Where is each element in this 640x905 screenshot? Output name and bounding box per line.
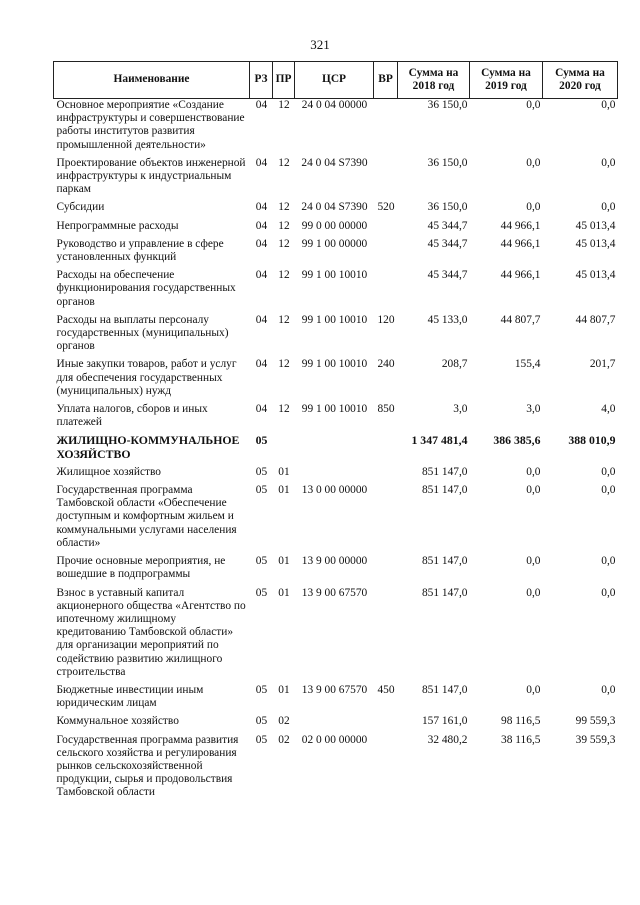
cell-sum-2018: 36 150,0 (427, 201, 468, 214)
cell-sum-2019: 44 966,1 (500, 219, 541, 232)
cell-csr: 99 1 00 10010 (301, 313, 368, 326)
cell-vr: 450 (377, 683, 395, 696)
cell-vr (374, 734, 398, 805)
cell-csr (295, 434, 374, 465)
cell-sum-2020: 44 807,7 (575, 313, 616, 326)
cell-rz: 04 (255, 219, 268, 232)
budget-table (53, 61, 618, 805)
cell-sum-2020: 0,0 (601, 484, 616, 497)
cell-csr (295, 715, 374, 733)
cell-sum-2020: 45 013,4 (575, 237, 616, 250)
cell-sum-2018: 45 344,7 (427, 269, 468, 282)
header-sum-2020: Сумма на 2020 год (543, 62, 618, 99)
cell-sum-2020: 0,0 (601, 683, 616, 696)
cell-sum-2018: 851 147,0 (421, 465, 468, 478)
cell-name: Непрограммные расходы (56, 219, 179, 232)
cell-sum-2019: 98 116,5 (501, 715, 541, 728)
table-row (54, 314, 618, 359)
cell-sum-2019: 386 385,6 (493, 433, 541, 448)
cell-name: ЖИЛИЩНО-КОММУНАЛЬНОЕ ХОЗЯЙСТВО (56, 433, 240, 461)
cell-sum-2019: 44 807,7 (500, 313, 541, 326)
table-row (54, 403, 618, 434)
cell-rz: 04 (255, 269, 268, 282)
cell-sum-2020: 4,0 (601, 403, 616, 416)
cell-vr (374, 555, 398, 586)
cell-rz: 05 (255, 715, 268, 728)
cell-name: Расходы на обеспечение функционирования государственных органов (56, 269, 236, 308)
cell-sum-2020: 0,0 (601, 555, 616, 568)
table-row (54, 99, 618, 157)
table-header-row (54, 62, 618, 99)
cell-vr (374, 466, 398, 484)
table-row (54, 220, 618, 238)
cell-rz: 04 (255, 358, 268, 371)
cell-sum-2019: 38 116,5 (501, 733, 541, 746)
cell-sum-2019: 0,0 (526, 683, 541, 696)
cell-pr: 12 (278, 358, 290, 371)
cell-sum-2020: 45 013,4 (575, 219, 616, 232)
table-row (54, 434, 618, 465)
cell-name: Уплата налогов, сборов и иных платежей (56, 403, 208, 429)
cell-sum-2020: 0,0 (601, 586, 616, 599)
cell-vr (374, 715, 398, 733)
table-row (54, 238, 618, 269)
cell-pr: 12 (278, 403, 290, 416)
cell-name: Основное мероприятие «Создание инфраструктуры и совершенствование работы институтов развития промышленной деятельности» (56, 99, 245, 151)
header-csr: ЦСР (295, 62, 374, 99)
table-row (54, 734, 618, 805)
cell-sum-2019: 0,0 (526, 555, 541, 568)
cell-sum-2018: 36 150,0 (427, 99, 468, 111)
cell-name: Проектирование объектов инженерной инфраструктуры к индустриальным паркам (56, 156, 246, 196)
cell-rz: 05 (255, 555, 268, 568)
cell-rz: 05 (255, 683, 268, 696)
cell-csr: 99 0 00 00000 (301, 219, 368, 232)
cell-vr (374, 484, 398, 555)
cell-pr (273, 434, 295, 465)
cell-sum-2018: 208,7 (441, 358, 468, 371)
table-row (54, 715, 618, 733)
cell-pr: 12 (278, 237, 290, 250)
cell-pr: 12 (278, 219, 290, 232)
cell-pr: 12 (278, 313, 290, 326)
cell-sum-2018: 45 344,7 (427, 219, 468, 232)
cell-pr: 01 (278, 683, 290, 696)
cell-pr: 01 (278, 555, 290, 568)
cell-pr: 02 (278, 733, 290, 746)
cell-sum-2020: 0,0 (601, 156, 616, 169)
page-number: 321 (310, 37, 330, 52)
cell-sum-2019: 44 966,1 (500, 269, 541, 282)
cell-rz: 05 (255, 586, 268, 599)
cell-name: Расходы на выплаты персоналу государственных (муниципальных) органов (56, 313, 229, 353)
cell-csr: 13 9 00 67570 (301, 683, 368, 696)
cell-name: Иные закупки товаров, работ и услуг для обеспечения государственных (муниципальных) нужд (56, 358, 237, 397)
cell-name: Коммунальное хозяйство (56, 715, 179, 728)
cell-vr (374, 587, 398, 684)
cell-name: Государственная программа Тамбовской области «Обеспечение доступным и комфортным жильем и коммунальными услугами населения области» (56, 484, 237, 549)
cell-rz: 04 (255, 237, 268, 250)
cell-vr (374, 220, 398, 238)
header-sum-2018: Сумма на 2018 год (398, 62, 470, 99)
cell-csr: 13 9 00 67570 (301, 586, 368, 599)
cell-rz: 05 (255, 484, 268, 497)
cell-sum-2018: 851 147,0 (421, 586, 468, 599)
cell-sum-2018: 3,0 (453, 403, 468, 416)
cell-pr: 12 (278, 201, 290, 214)
table-row (54, 201, 618, 219)
cell-name: Государственная программа развития сельского хозяйства и регулирования рынков сельскохозяйственной продукции, сырья и продовольствия Тамбовской области (56, 733, 239, 799)
cell-sum-2019: 0,0 (526, 156, 541, 169)
cell-sum-2019: 0,0 (526, 201, 541, 214)
cell-sum-2018: 32 480,2 (427, 733, 468, 746)
cell-sum-2018: 45 133,0 (427, 313, 468, 326)
cell-sum-2019: 44 966,1 (500, 237, 541, 250)
cell-csr: 99 1 00 00000 (301, 237, 368, 250)
cell-pr: 01 (278, 465, 290, 478)
cell-sum-2020: 39 559,3 (575, 733, 616, 746)
table-row (54, 484, 618, 555)
cell-name: Руководство и управление в сфере установленных функций (56, 237, 224, 264)
cell-sum-2019: 0,0 (526, 465, 541, 478)
cell-sum-2018: 851 147,0 (421, 555, 468, 568)
cell-rz: 04 (255, 156, 268, 169)
cell-csr: 99 1 00 10010 (301, 269, 368, 282)
cell-vr (374, 269, 398, 314)
cell-rz: 05 (255, 433, 268, 448)
cell-sum-2018: 45 344,7 (427, 237, 468, 250)
cell-sum-2019: 0,0 (526, 99, 541, 111)
cell-sum-2019: 0,0 (526, 586, 541, 599)
cell-name: Бюджетные инвестиции иным юридическим лицам (56, 683, 204, 710)
cell-rz: 04 (255, 313, 268, 326)
cell-csr: 99 1 00 10010 (301, 403, 368, 416)
cell-sum-2020: 201,7 (589, 358, 616, 371)
cell-rz: 04 (255, 99, 268, 111)
cell-pr: 01 (278, 484, 290, 497)
cell-rz: 04 (255, 201, 268, 214)
cell-name: Прочие основные мероприятия, не вошедшие в подпрограммы (56, 555, 226, 581)
header-vr: ВР (374, 62, 398, 99)
cell-sum-2020: 0,0 (601, 99, 616, 111)
cell-csr: 99 1 00 10010 (301, 358, 368, 371)
cell-pr: 12 (278, 156, 290, 169)
cell-pr: 12 (278, 269, 290, 282)
cell-sum-2020: 45 013,4 (575, 269, 616, 282)
header-rz: РЗ (250, 62, 273, 99)
cell-sum-2020: 0,0 (601, 465, 616, 478)
cell-name: Взнос в уставный капитал акционерного общества «Агентство по ипотечному жилищному кредитованию Тамбовской области» для организации мероприятий по содействию развитию жилищного строительства (56, 586, 246, 678)
table-row (54, 269, 618, 314)
cell-pr: 02 (278, 715, 290, 728)
cell-pr: 01 (278, 586, 290, 599)
cell-csr: 24 0 04 S7390 (301, 201, 368, 214)
cell-sum-2018: 851 147,0 (421, 683, 468, 696)
cell-sum-2018: 36 150,0 (427, 156, 468, 169)
cell-rz: 05 (255, 733, 268, 746)
cell-sum-2020: 388 010,9 (568, 433, 616, 448)
table-row (54, 466, 618, 484)
table-row (54, 555, 618, 586)
cell-csr: 02 0 00 00000 (301, 733, 368, 746)
cell-vr (374, 157, 398, 202)
cell-sum-2020: 99 559,3 (575, 715, 616, 728)
table-row (54, 358, 618, 403)
cell-csr: 13 0 00 00000 (301, 484, 368, 497)
cell-vr: 850 (377, 403, 395, 416)
cell-vr (374, 434, 398, 465)
cell-csr: 24 0 04 00000 (301, 99, 368, 111)
cell-name: Субсидии (56, 201, 105, 214)
cell-sum-2019: 0,0 (526, 484, 541, 497)
table-row (54, 157, 618, 202)
cell-vr (374, 99, 398, 157)
cell-vr: 120 (377, 313, 395, 326)
cell-sum-2018: 157 161,0 (421, 715, 468, 728)
cell-rz: 05 (255, 465, 268, 478)
cell-sum-2019: 155,4 (514, 358, 541, 371)
table-row (54, 587, 618, 684)
cell-name: Жилищное хозяйство (56, 465, 162, 478)
cell-csr (295, 466, 374, 484)
table-body (54, 99, 618, 805)
header-sum-2019: Сумма на 2019 год (470, 62, 543, 99)
cell-sum-2018: 851 147,0 (421, 484, 468, 497)
cell-sum-2020: 0,0 (601, 201, 616, 214)
cell-vr: 240 (377, 358, 395, 371)
cell-csr: 13 9 00 00000 (301, 555, 368, 568)
cell-csr: 24 0 04 S7390 (301, 156, 368, 169)
header-pr: ПР (273, 62, 295, 99)
cell-vr (374, 238, 398, 269)
cell-sum-2019: 3,0 (526, 403, 541, 416)
table-row (54, 684, 618, 715)
cell-vr: 520 (377, 201, 395, 214)
cell-pr: 12 (278, 99, 290, 111)
header-name: Наименование (54, 62, 250, 99)
cell-sum-2018: 1 347 481,4 (411, 433, 468, 448)
cell-rz: 04 (255, 403, 268, 416)
